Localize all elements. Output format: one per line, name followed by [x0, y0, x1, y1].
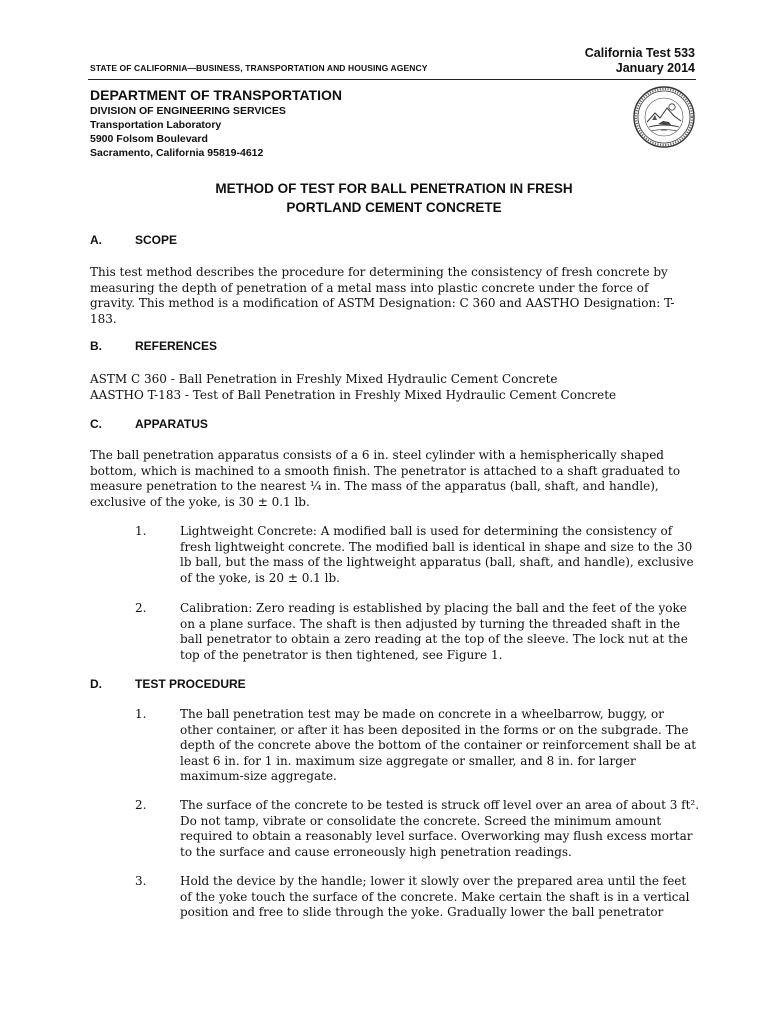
department-name: DEPARTMENT OF TRANSPORTATION — [90, 87, 342, 103]
item-number: 1. — [135, 707, 147, 721]
laboratory-name: Transportation Laboratory — [90, 119, 222, 131]
title-line-2: PORTLAND CEMENT CONCRETE — [286, 200, 502, 215]
item-text: Hold the device by the handle; lower it slowly over the prepared area until the feet of the yoke touch the surface of the concrete. Make certain the shaft is in a vertical position and free to slide through the yoke. Gradually lower the ball penetrator — [180, 874, 690, 919]
header-rule — [88, 79, 696, 80]
item-number: 2. — [135, 601, 147, 615]
item-text: The ball penetration test may be made on concrete in a wheelbarrow, buggy, or other container, or after it has been deposited in the forms or on the subgrade. The depth of the concrete above the bottom of the container or reinforcement shall be at least 6 in. for 1 in. maximum size aggregate or smaller, and 8 in. for larger maximum-size aggregate. — [180, 707, 697, 783]
street-address: 5900 Folsom Boulevard — [90, 133, 208, 145]
department-block — [90, 87, 342, 160]
test-date: January 2014 — [615, 61, 695, 75]
state-seal-icon — [633, 86, 695, 148]
item-number: 3. — [135, 874, 147, 888]
item-text: The surface of the concrete to be tested is struck off level over an area of about 3 ft². Do not tamp, vibrate or consolidate the concrete. Screed the minimum amount required to obtain a reasonably level surface. Overworking may flush excess mortar to the surface and cause erroneously high penetration readings. — [180, 798, 700, 859]
section-title: APPARATUS — [135, 417, 208, 431]
division-name: DIVISION OF ENGINEERING SERVICES — [90, 105, 286, 117]
apparatus-paragraph: The ball penetration apparatus consists of a 6 in. steel cylinder with a hemispherically shaped bottom, which is machined to a smooth finish. The penetrator is attached to a shaft graduated to measure penetration to the nearest ¼ in. The mass of the apparatus (ball, shaft, and handle), exclusive of the yoke, is 30 ± 0.1 lb. — [90, 448, 681, 509]
references-list — [90, 372, 696, 403]
reference-item: ASTM C 360 - Ball Penetration in Freshly Mixed Hydraulic Cement Concrete — [90, 372, 558, 386]
reference-item: AASTHO T-183 - Test of Ball Penetration in Freshly Mixed Hydraulic Cement Concrete — [90, 387, 617, 402]
section-title: REFERENCES — [135, 339, 218, 353]
item-text: Lightweight Concrete: A modified ball is used for determining the consistency of fresh lightweight concrete. The modified ball is identical in shape and size to the 30 lb ball, but the mass of the lightweight apparatus (ball, shaft, and handle), exclusive of the yoke, is 20 ± 0.1 lb. — [180, 524, 694, 585]
section-title: TEST PROCEDURE — [135, 677, 246, 691]
section-heading-references — [90, 339, 217, 353]
section-heading-scope — [90, 233, 177, 247]
document-title — [90, 179, 698, 217]
scope-paragraph: This test method describes the procedure for determining the consistency of fresh concrete by measuring the depth of penetration of a metal mass into plastic concrete under the force of gravity. This method is a modification of ASTM Designation: C 360 and AASTHO Designation: T-183. — [90, 265, 675, 326]
test-number: California Test 533 — [584, 46, 695, 60]
section-letter: B. — [90, 339, 102, 353]
item-text: Calibration: Zero reading is established by placing the ball and the feet of the yoke on a plane surface. The shaft is then adjusted by turning the threaded shaft in the ball penetrator to obtain a zero reading at the top of the sleeve. The lock nut at the top of the penetrator is then tightened, see Figure 1. — [180, 601, 688, 662]
section-letter: A. — [90, 233, 102, 247]
section-letter: C. — [90, 417, 102, 431]
test-identifier — [585, 46, 695, 76]
city-address: Sacramento, California 95819-4612 — [90, 147, 264, 159]
section-heading-test-procedure — [90, 677, 246, 691]
agency-line: STATE OF CALIFORNIA—BUSINESS, TRANSPORTATION AND HOUSING AGENCY — [90, 63, 428, 73]
section-title: SCOPE — [135, 233, 178, 247]
section-letter: D. — [90, 677, 102, 691]
title-line-1: METHOD OF TEST FOR BALL PENETRATION IN FRESH — [215, 181, 573, 196]
item-number: 1. — [135, 524, 147, 538]
item-number: 2. — [135, 798, 147, 812]
section-heading-apparatus — [90, 417, 208, 431]
